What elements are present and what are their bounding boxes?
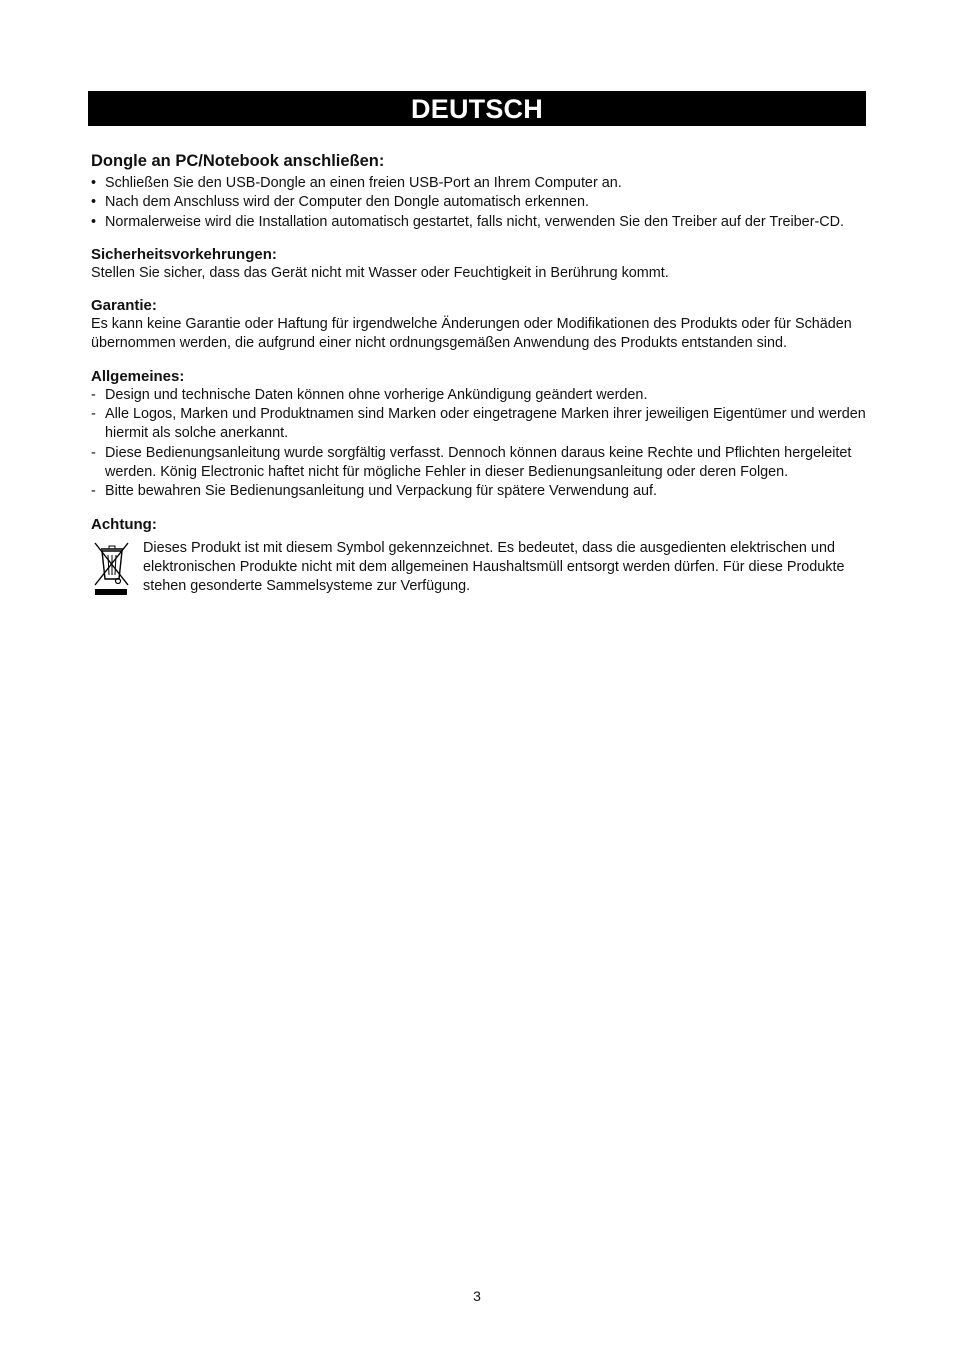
section-title-safety: Sicherheitsvorkehrungen: xyxy=(91,245,277,263)
list-item: • Normalerweise wird die Installation automatisch gestartet, falls nicht, verwenden Sie den Treiber auf der Treiber-CD. xyxy=(91,213,845,230)
section-title-dongle: Dongle an PC/Notebook anschließen: xyxy=(91,152,385,170)
attention-block xyxy=(91,539,871,603)
attention-text: Dieses Produkt ist mit diesem Symbol gekennzeichnet. Es bedeutet, dass die ausgedienten elektrischen und elektronischen Produkte nicht mit dem allgemeinen Haushaltsmüll entsorgt werden dürfen. Für diese Produkte stehen gesonderte Sammelsysteme zur Verfügung. xyxy=(143,539,845,595)
section-safety xyxy=(91,245,871,283)
section-general xyxy=(91,367,871,502)
document-body xyxy=(91,151,871,616)
safety-text: Stellen Sie sicher, dass das Gerät nicht mit Wasser oder Feuchtigkeit in Berührung kommt. xyxy=(91,264,669,281)
dongle-list xyxy=(91,174,871,232)
list-item: - Bitte bewahren Sie Bedienungsanleitung und Verpackung für spätere Verwendung auf. xyxy=(91,483,658,500)
language-banner: DEUTSCH xyxy=(88,91,866,126)
list-item: • Schließen Sie den USB-Dongle an einen freien USB-Port an Ihrem Computer an. xyxy=(91,175,622,191)
general-list xyxy=(91,386,871,502)
list-item: - Diese Bedienungsanleitung wurde sorgfältig verfasst. Dennoch können daraus keine Rechte und Pflichten hergeleitet werden. König Electronic haftet nicht für mögliche Fehler in dieser Bedienungsanleitung oder deren Folgen. xyxy=(91,444,852,480)
list-item: • Nach dem Anschluss wird der Computer den Dongle automatisch erkennen. xyxy=(91,194,589,211)
section-title-warranty: Garantie: xyxy=(91,297,157,315)
section-title-attention: Achtung: xyxy=(91,515,157,533)
section-attention xyxy=(91,515,871,603)
list-item: - Design und technische Daten können ohne vorherige Ankündigung geändert werden. xyxy=(91,386,648,403)
section-warranty xyxy=(91,296,871,354)
crossed-out-wheelie-bin-icon xyxy=(91,539,143,603)
list-item: - Alle Logos, Marken und Produktnamen sind Marken oder eingetragene Marken ihrer jeweiligen Eigentümer und werden hiermit als solche anerkannt. xyxy=(91,406,866,442)
page-number: 3 xyxy=(473,1288,481,1304)
warranty-text: Es kann keine Garantie oder Haftung für irgendwelche Änderungen oder Modifikationen des Produkts oder für Schäden übernommen werden, die aufgrund einer nicht ordnungsgemäßen Anwendung des Produkts entstanden sind. xyxy=(91,316,852,352)
section-title-general: Allgemeines: xyxy=(91,367,185,385)
section-dongle xyxy=(91,151,871,232)
